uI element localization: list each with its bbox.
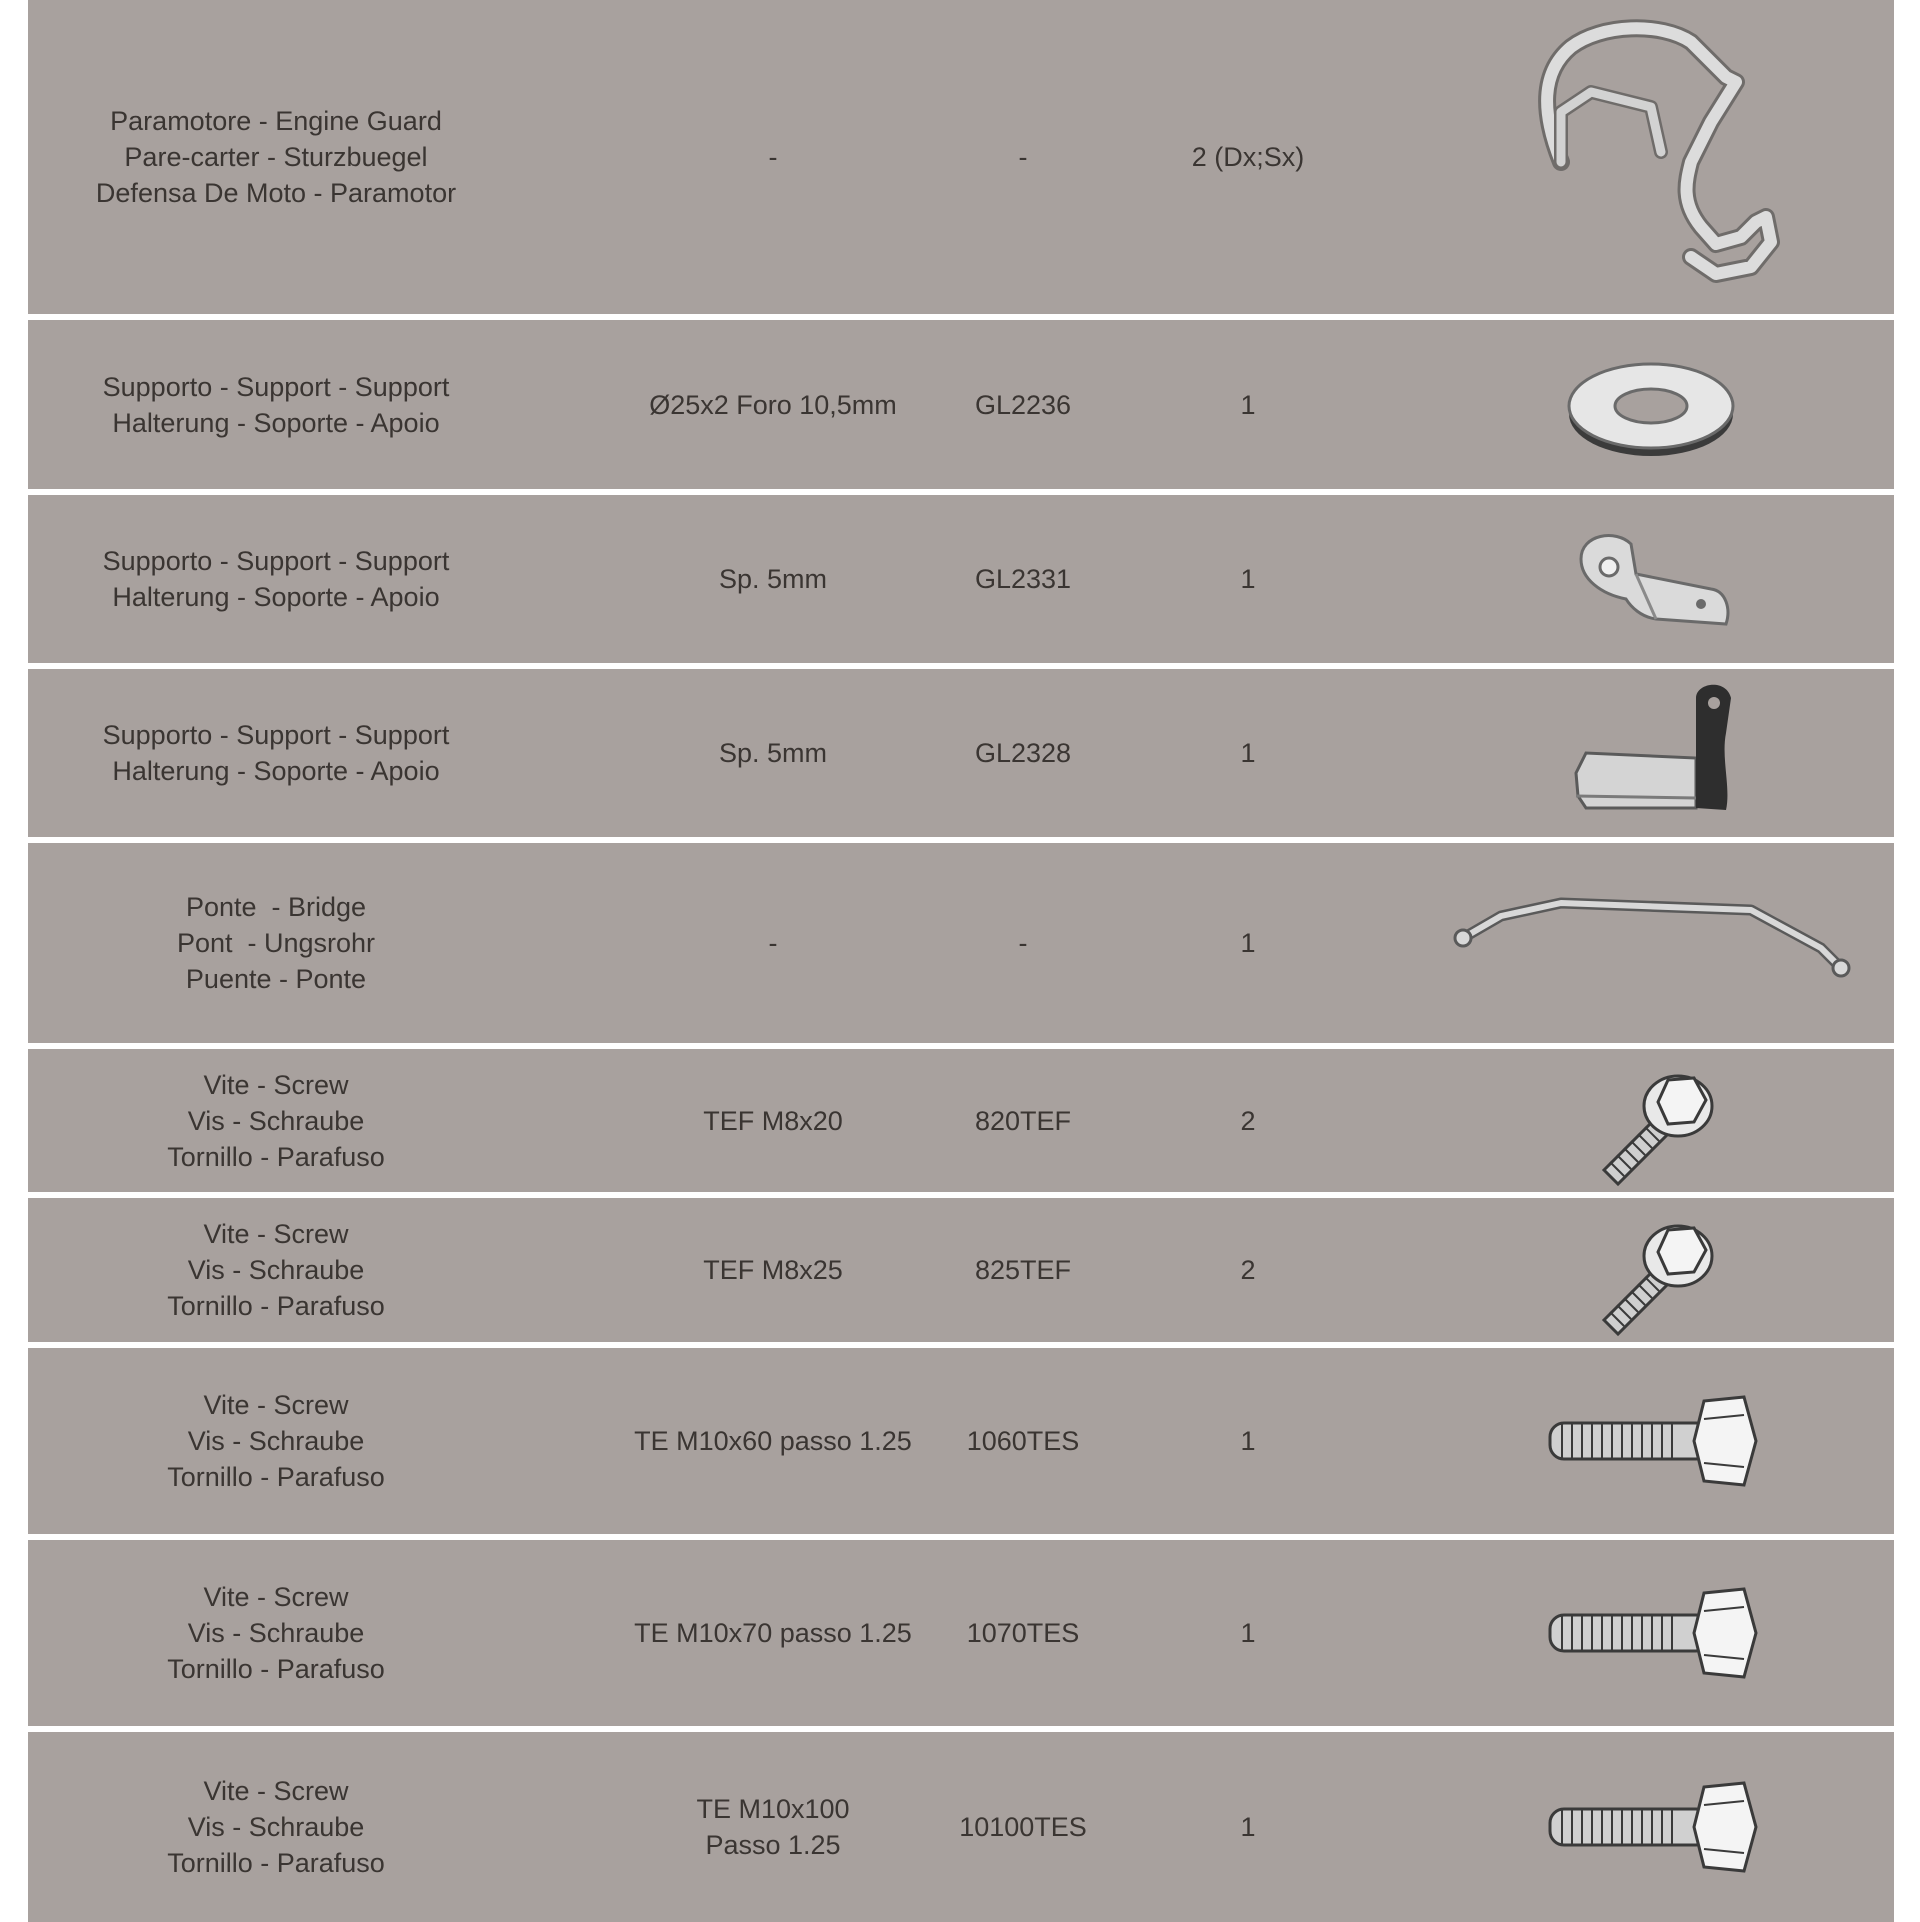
image-cell xyxy=(1408,1049,1894,1192)
image-cell xyxy=(1408,1348,1894,1534)
spec-line: Sp. 5mm xyxy=(718,564,828,594)
hex-bolt-icon xyxy=(1544,1585,1759,1681)
description-cell xyxy=(28,320,524,489)
description-line: Ponte - Bridge xyxy=(185,892,367,922)
description-line: Vis - Schraube xyxy=(187,1105,365,1136)
spec-line: TE M10x70 passo 1.25 xyxy=(634,1618,912,1648)
quantity-cell: 1 xyxy=(1240,1812,1256,1842)
description-cell xyxy=(28,1198,524,1342)
quantity-cell: 1 xyxy=(1240,564,1256,594)
description-line: Halterung - Soporte - Apoio xyxy=(112,756,440,786)
table-row xyxy=(28,320,1894,495)
washer-icon xyxy=(1561,350,1741,460)
image-cell xyxy=(1408,495,1894,663)
description-line: Vis - Schraube xyxy=(187,1812,365,1842)
description-line: Halterung - Soporte - Apoio xyxy=(112,407,440,438)
hex-bolt-icon xyxy=(1544,1779,1759,1875)
quantity-cell: 1 xyxy=(1240,928,1256,958)
image-cell xyxy=(1408,1732,1894,1922)
description-line: Tornillo - Parafuso xyxy=(167,1462,385,1492)
description-line: Tornillo - Parafuso xyxy=(167,1654,385,1684)
angle-bracket-icon xyxy=(1561,519,1741,639)
image-cell xyxy=(1408,0,1894,314)
description-line: Vite - Screw xyxy=(203,1776,349,1806)
quantity-cell: 2 xyxy=(1240,1105,1256,1136)
description-line: Pare-carter - Sturzbuegel xyxy=(124,142,428,172)
code-cell: 825TEF xyxy=(974,1255,1072,1285)
code-cell: 1060TES xyxy=(966,1426,1080,1456)
code-cell: GL2328 xyxy=(974,738,1072,768)
spec-cell xyxy=(588,1198,958,1342)
spec-cell xyxy=(588,1348,958,1534)
table-row xyxy=(28,1732,1894,1922)
table-row xyxy=(28,1348,1894,1540)
image-cell xyxy=(1408,1540,1894,1726)
spec-line: - xyxy=(768,928,778,958)
code-cell: 820TEF xyxy=(974,1105,1072,1136)
table-row xyxy=(28,1198,1894,1348)
code-cell: GL2236 xyxy=(974,389,1072,420)
description-line: Defensa De Moto - Paramotor xyxy=(95,178,457,208)
bridge-bar-icon xyxy=(1451,888,1851,998)
description-cell xyxy=(28,843,524,1043)
code-cell: - xyxy=(1018,928,1028,958)
image-cell xyxy=(1408,320,1894,489)
quantity-cell: 1 xyxy=(1240,1426,1256,1456)
description-cell xyxy=(28,0,524,314)
description-cell xyxy=(28,1540,524,1726)
description-cell xyxy=(28,1732,524,1922)
hex-bolt-icon xyxy=(1544,1393,1759,1489)
spec-line: Passo 1.25 xyxy=(705,1830,841,1860)
spec-line: TEF M8x20 xyxy=(703,1105,843,1136)
table-row xyxy=(28,0,1894,320)
description-line: Vis - Schraube xyxy=(187,1426,365,1456)
description-cell xyxy=(28,669,524,837)
description-cell xyxy=(28,1348,524,1534)
spec-cell xyxy=(588,669,958,837)
parts-table xyxy=(28,0,1894,1922)
description-line: Supporto - Support - Support xyxy=(102,371,450,402)
description-cell xyxy=(28,1049,524,1192)
flange-screw-icon xyxy=(1586,1058,1716,1183)
description-line: Supporto - Support - Support xyxy=(102,720,450,750)
description-line: Pont - Ungsrohr xyxy=(176,928,376,958)
table-row xyxy=(28,1540,1894,1732)
code-cell: - xyxy=(1018,142,1028,172)
flange-screw-icon xyxy=(1586,1208,1716,1333)
spec-line: TEF M8x25 xyxy=(703,1255,843,1285)
description-line: Vite - Screw xyxy=(203,1069,349,1100)
description-line: Vite - Screw xyxy=(203,1390,349,1420)
description-line: Vite - Screw xyxy=(203,1219,349,1249)
description-line: Vis - Schraube xyxy=(187,1618,365,1648)
code-cell: 1070TES xyxy=(966,1618,1080,1648)
spec-cell xyxy=(588,495,958,663)
l-bracket-icon xyxy=(1556,678,1746,828)
spec-cell xyxy=(588,1540,958,1726)
description-cell xyxy=(28,495,524,663)
description-line: Vite - Screw xyxy=(203,1582,349,1612)
spec-line: Sp. 5mm xyxy=(718,738,828,768)
description-line: Paramotore - Engine Guard xyxy=(110,106,442,136)
description-line: Halterung - Soporte - Apoio xyxy=(112,582,440,612)
description-line: Tornillo - Parafuso xyxy=(167,1291,385,1321)
code-cell: GL2331 xyxy=(974,564,1072,594)
description-line: Vis - Schraube xyxy=(187,1255,365,1285)
table-row xyxy=(28,843,1894,1049)
spec-line: Ø25x2 Foro 10,5mm xyxy=(649,389,897,420)
quantity-cell: 1 xyxy=(1240,389,1256,420)
spec-line: TE M10x100 xyxy=(696,1794,850,1824)
description-line: Supporto - Support - Support xyxy=(102,546,450,576)
description-line: Tornillo - Parafuso xyxy=(167,1141,385,1172)
quantity-cell: 1 xyxy=(1240,738,1256,768)
table-row xyxy=(28,495,1894,669)
spec-cell xyxy=(588,843,958,1043)
engine-guard-icon xyxy=(1501,12,1801,302)
description-line: Puente - Ponte xyxy=(185,964,367,994)
description-line: Tornillo - Parafuso xyxy=(167,1848,385,1878)
spec-cell xyxy=(588,1049,958,1192)
code-cell: 10100TES xyxy=(959,1812,1087,1842)
spec-cell xyxy=(588,1732,958,1922)
spec-cell xyxy=(588,0,958,314)
quantity-cell: 1 xyxy=(1240,1618,1256,1648)
table-row xyxy=(28,669,1894,843)
spec-line: - xyxy=(768,142,778,172)
image-cell xyxy=(1408,1198,1894,1342)
image-cell xyxy=(1408,669,1894,837)
spec-cell xyxy=(588,320,958,489)
quantity-cell: 2 (Dx;Sx) xyxy=(1191,142,1305,172)
table-row xyxy=(28,1049,1894,1198)
spec-line: TE M10x60 passo 1.25 xyxy=(634,1426,912,1456)
quantity-cell: 2 xyxy=(1240,1255,1256,1285)
image-cell xyxy=(1408,843,1894,1043)
